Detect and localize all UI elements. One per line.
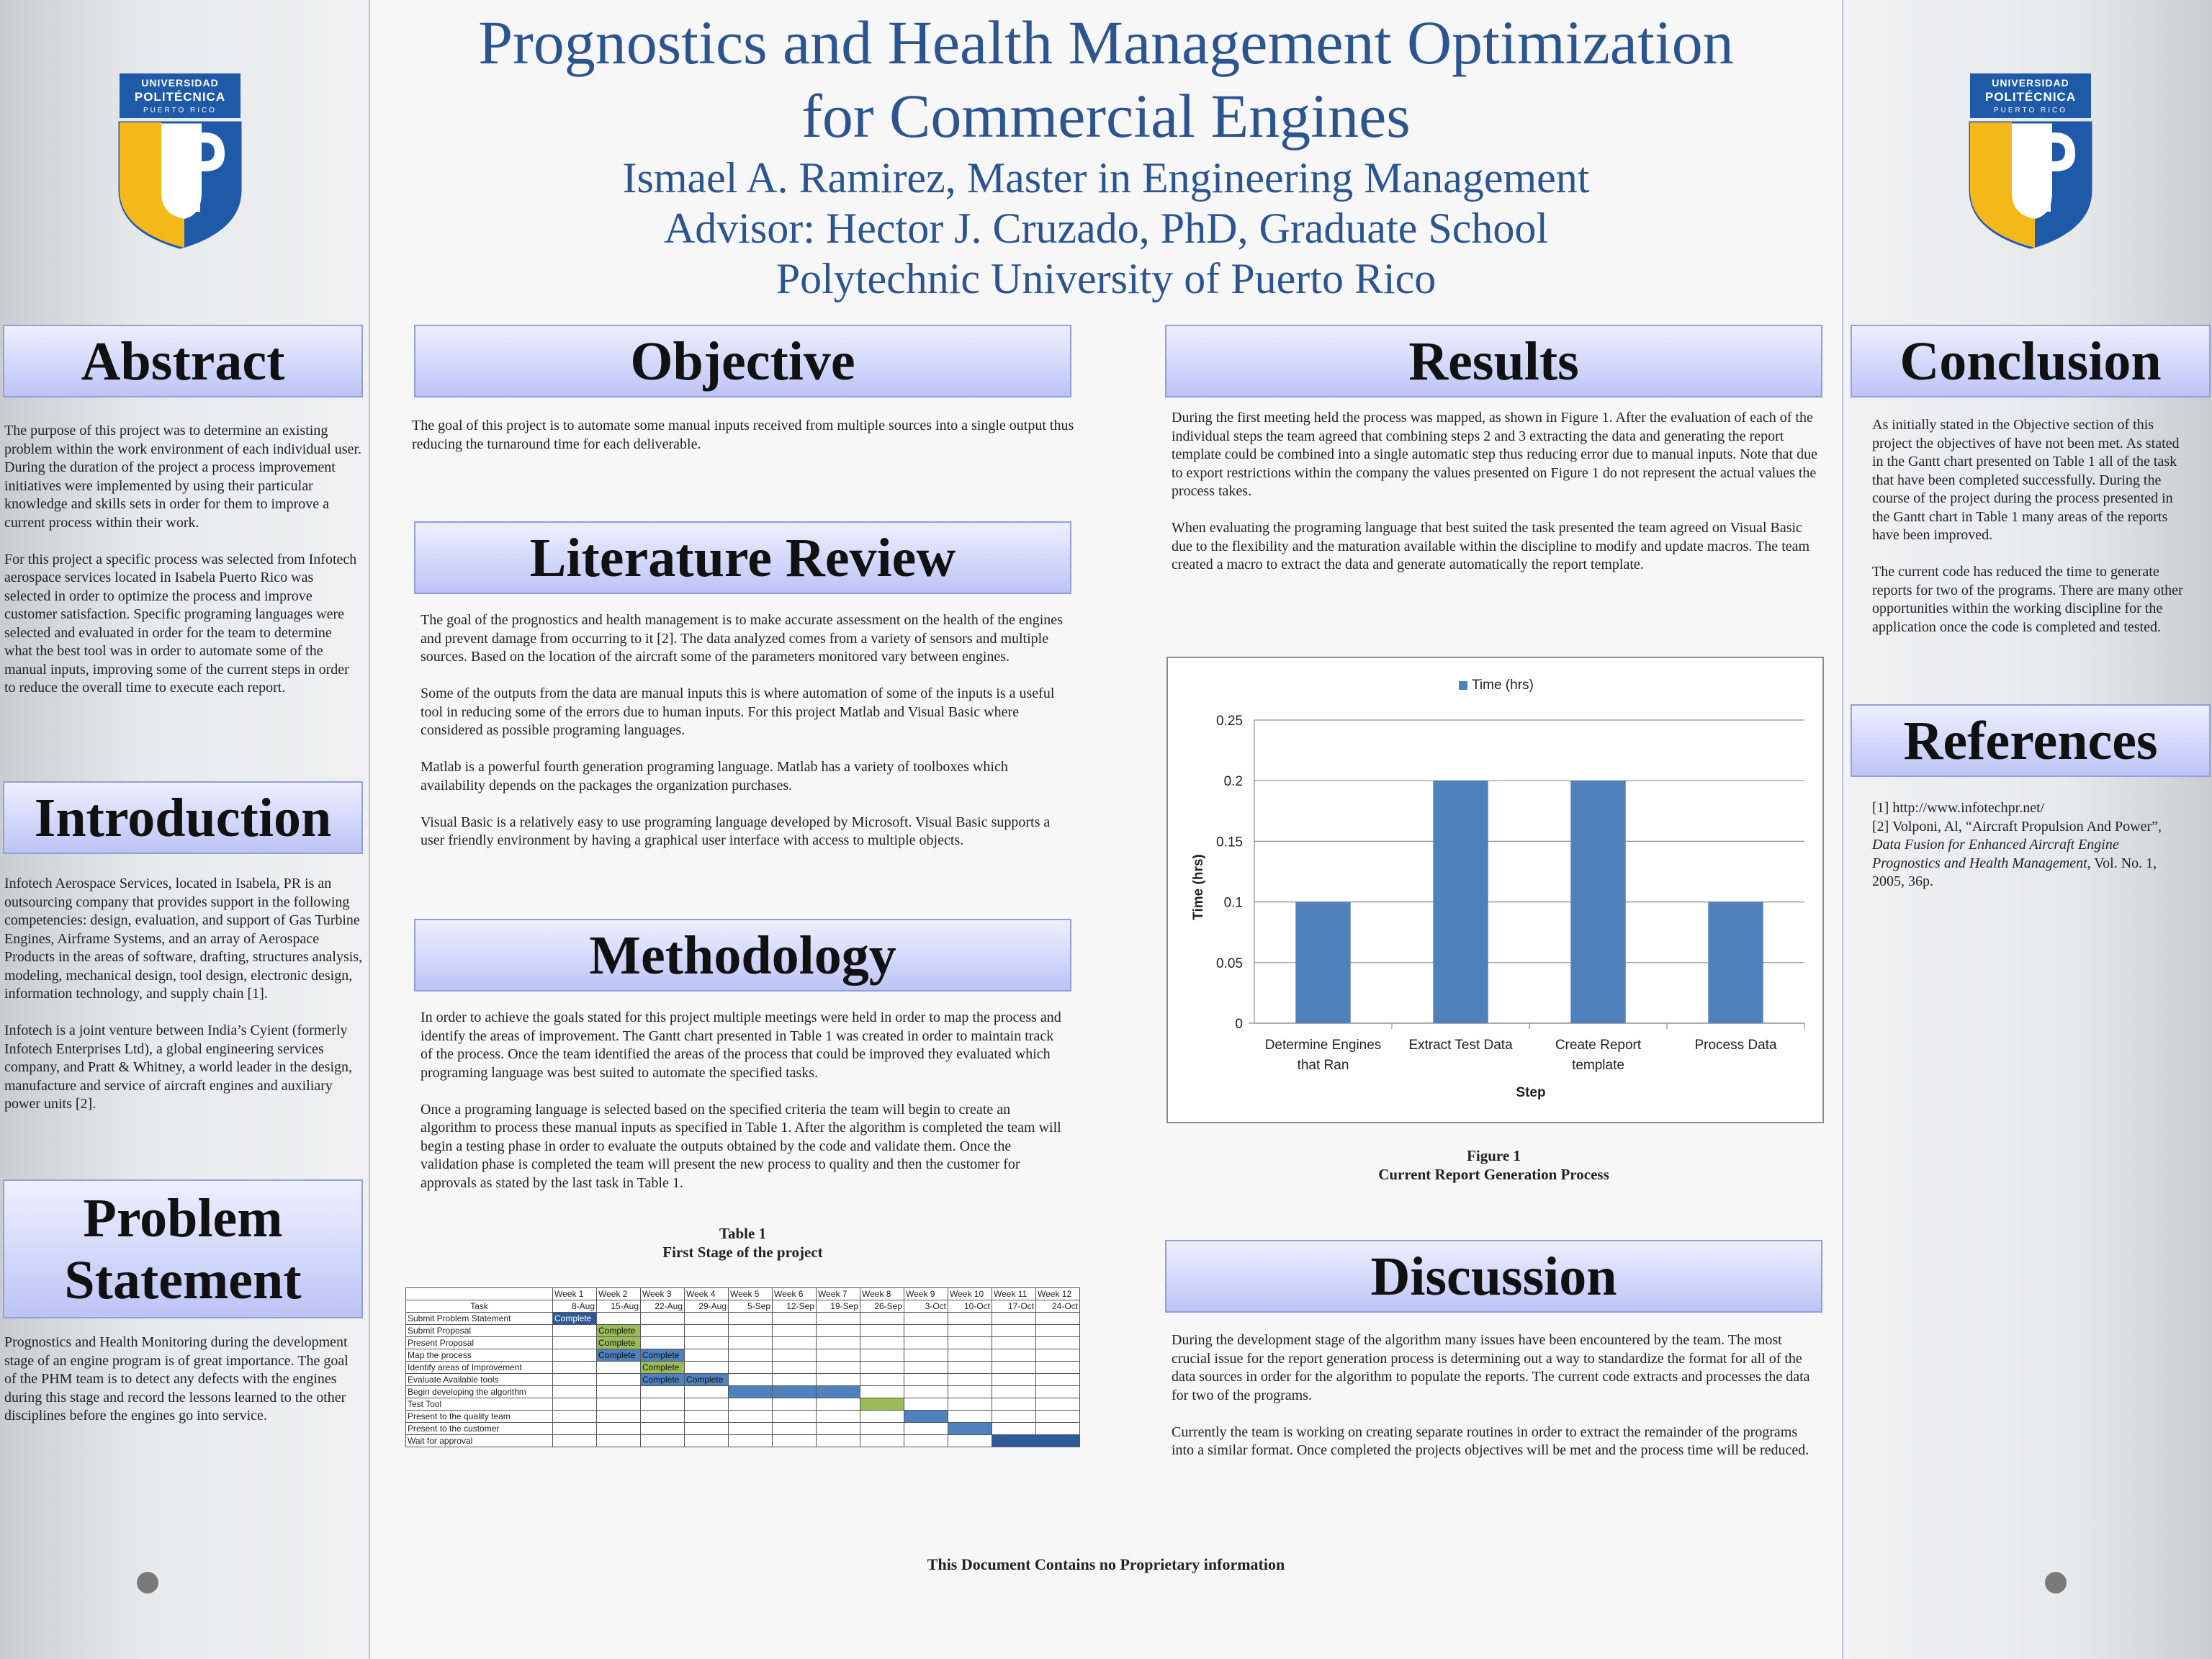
gantt-cell-planned (948, 1423, 992, 1435)
chart-legend-label: Time (hrs) (1472, 678, 1534, 693)
gantt-cell (1036, 1386, 1080, 1398)
gantt-cell (948, 1313, 992, 1325)
chart-y-tick-label: 0.15 (1216, 835, 1243, 850)
logo-text-line3: PUERTO RICO (143, 107, 217, 114)
gantt-row (406, 1423, 1080, 1435)
gantt-cell (729, 1349, 773, 1362)
gantt-week: Week 4 (685, 1288, 729, 1300)
gantt-cell (729, 1337, 773, 1349)
gantt-cell (773, 1349, 817, 1362)
chart-svg (1168, 658, 1822, 1122)
gantt-cell (904, 1386, 948, 1398)
gantt-cell (948, 1349, 992, 1362)
gantt-cell (860, 1337, 904, 1349)
gantt-cell (553, 1325, 597, 1337)
gantt-cell (553, 1386, 597, 1398)
gantt-cell (729, 1423, 773, 1435)
gantt-cell (553, 1362, 597, 1374)
gantt-cell (904, 1398, 948, 1411)
gantt-task-label: Evaluate Available tools (406, 1374, 553, 1386)
gantt-cell (597, 1411, 641, 1423)
gantt-cell (860, 1362, 904, 1374)
gantt-cell (1036, 1423, 1080, 1435)
gantt-cell-planned (904, 1411, 948, 1423)
gantt-cell (553, 1337, 597, 1349)
gantt-cell (597, 1374, 641, 1386)
gantt-cell (904, 1325, 948, 1337)
abstract-body (4, 422, 363, 698)
gantt-cell (860, 1374, 904, 1386)
gantt-cell (904, 1349, 948, 1362)
gantt-cell (773, 1435, 817, 1447)
chart-x-axis-label: Step (1516, 1085, 1546, 1100)
gantt-header-dates (406, 1300, 1080, 1313)
methodology-body (421, 1009, 1069, 1192)
abstract-paragraph-1: The purpose of this project was to determine an existing problem within the work environment of each individual user. During the duration of the project a process improvement initiatives were implemented by using their particular knowledge and skills sets in order for them to improve a current process within their work. (4, 423, 361, 531)
chart-x-tick-label-line: Process Data (1694, 1038, 1777, 1053)
gantt-task-label: Map the process (406, 1349, 553, 1362)
reference-2-suffix: , Vol. No. 1, 2005, 36p. (1872, 855, 2157, 889)
chart-x-tick-label (1265, 1038, 1382, 1073)
author-line: Ismael A. Ramirez, Master in Engineering Management (622, 154, 1590, 202)
gantt-row (406, 1374, 1080, 1386)
objective-body (412, 417, 1074, 454)
gantt-cell-planned (729, 1386, 773, 1398)
gantt-cell (817, 1362, 860, 1374)
gantt-row (406, 1411, 1080, 1423)
gantt-cell (685, 1386, 729, 1398)
university-logo-right (1966, 71, 2095, 251)
gantt-cell (817, 1435, 860, 1447)
gantt-cell (641, 1386, 685, 1398)
gantt-task-header: Task (406, 1300, 553, 1313)
reference-2-prefix: [2] Volponi, Al, “Aircraft Propulsion And Power”, (1872, 818, 2162, 835)
gantt-cell (817, 1374, 860, 1386)
gantt-table (405, 1287, 1080, 1447)
logo-text-line3: PUERTO RICO (1993, 107, 2068, 114)
gantt-week: Week 6 (773, 1288, 817, 1300)
gantt-row (406, 1386, 1080, 1398)
gantt-cell (597, 1313, 641, 1325)
gantt-cell-complete: Complete (553, 1313, 597, 1325)
gantt-task-label: Present to the customer (406, 1423, 553, 1435)
gantt-cell (948, 1362, 992, 1374)
gantt-cell (992, 1374, 1036, 1386)
gantt-cell (641, 1423, 685, 1435)
gantt-row (406, 1435, 1080, 1447)
objective-paragraph-1: The goal of this project is to automate some manual inputs received from multiple sources into a single output thus reducing the turnaround time for each deliverable. (412, 418, 1074, 452)
gantt-cell-planned (817, 1386, 860, 1398)
gantt-task-label: Present Proposal (406, 1337, 553, 1349)
gantt-cell (1036, 1349, 1080, 1362)
gantt-cell (948, 1411, 992, 1423)
gantt-cell (641, 1398, 685, 1411)
gantt-cell (553, 1411, 597, 1423)
gantt-cell (860, 1411, 904, 1423)
gantt-cell (729, 1325, 773, 1337)
gantt-cell (860, 1435, 904, 1447)
gantt-cell (553, 1349, 597, 1362)
gantt-cell (685, 1398, 729, 1411)
gantt-cell-complete: Complete (641, 1349, 685, 1362)
problem-heading-line1: Problem (83, 1187, 283, 1249)
figure-caption-line1: Figure 1 (1467, 1147, 1521, 1164)
gantt-cell (904, 1435, 948, 1447)
gantt-date: 19-Sep (817, 1300, 860, 1313)
chart-x-tick-label-line: that Ran (1297, 1058, 1349, 1073)
introduction-paragraph-2: Infotech is a joint venture between India’s Cyient (formerly Infotech Enterprises Ltd), a global engineering services company, and Pratt & Whitney, a world leader in the design, manufacture and service of aircraft engines and auxiliary power units [2]. (4, 1022, 353, 1112)
legend-swatch (1459, 681, 1467, 690)
gantt-cell (817, 1349, 860, 1362)
gantt-cell (685, 1313, 729, 1325)
gantt-cell (948, 1435, 992, 1447)
gantt-cell-complete: Complete (597, 1337, 641, 1349)
gantt-cell (948, 1325, 992, 1337)
gantt-cell (685, 1337, 729, 1349)
chart-x-tick-label-line: Determine Engines (1264, 1038, 1382, 1053)
gantt-cell (729, 1313, 773, 1325)
gantt-cell (992, 1398, 1036, 1411)
gantt-cell (860, 1325, 904, 1337)
gantt-cell (729, 1435, 773, 1447)
gantt-cell (685, 1362, 729, 1374)
gantt-cell (860, 1313, 904, 1325)
gantt-cell (553, 1435, 597, 1447)
gantt-task-label: Test Tool (406, 1398, 553, 1411)
gantt-cell (948, 1386, 992, 1398)
chart-y-tick-label: 0 (1235, 1017, 1243, 1032)
gantt-cell (1036, 1411, 1080, 1423)
gantt-cell (992, 1411, 1036, 1423)
poster-title: Prognostics and Health Management Optimization for Commercial Engines (478, 8, 1734, 150)
gantt-cell-complete: Complete (685, 1374, 729, 1386)
gantt-cell (904, 1362, 948, 1374)
conclusion-body (1872, 416, 2193, 637)
gantt-cell (641, 1313, 685, 1325)
references-body (1872, 799, 2189, 891)
gantt-row (406, 1362, 1080, 1374)
gantt-week: Week 1 (553, 1288, 597, 1300)
gantt-cell-planned (860, 1398, 904, 1411)
results-paragraph-2: When evaluating the programing language that best suited the task presented the team agreed on Visual Basic due to the flexibility and the maturation available within the discipline to modify and update macros. The team created a macro to extract the data and generate automatically the report template. (1172, 520, 1810, 572)
chart-y-tick-label: 0.1 (1223, 895, 1243, 911)
gantt-week: Week 12 (1036, 1288, 1080, 1300)
literature-paragraph-2: Some of the outputs from the data are manual inputs this is where automation of some of the inputs is a useful tool in reducing some of the errors due to human inputs. For this project Matlab and Visual Basic where considered as possible programing languages. (421, 685, 1055, 738)
introduction-heading: Introduction (3, 781, 363, 854)
gantt-cell (992, 1349, 1036, 1362)
gantt-date: 17-Oct (992, 1300, 1036, 1313)
discussion-body (1172, 1331, 1820, 1460)
gantt-cell (729, 1374, 773, 1386)
gantt-cell-planned (1036, 1435, 1080, 1447)
gantt-cell (773, 1374, 817, 1386)
gantt-cell (817, 1423, 860, 1435)
literature-paragraph-4: Visual Basic is a relatively easy to use programing language developed by Microsoft. Visual Basic supports a user friendly environment by having a graphical user interface with access to multiple objects. (421, 814, 1051, 848)
logo-text-line2: POLITÉCNICA (1984, 90, 2077, 104)
methodology-paragraph-2: Once a programing language is selected based on the specified criteria the team will begin to create an algorithm to process these manual inputs as specified in Table 1. After the algorithm is completed the team will begin a testing phase in order to evaluate the outputs obtained by the code and validate them. Once the validation phase is completed the team will present the new process to quality and then the customer for approvals as stated by the last task in Table 1. (421, 1101, 1061, 1191)
gantt-cell (729, 1398, 773, 1411)
gantt-cell (685, 1325, 729, 1337)
gantt-date: 10-Oct (948, 1300, 992, 1313)
methodology-paragraph-1: In order to achieve the goals stated for this project multiple meetings were held in order to map the process and identify the areas of improvement. The Gantt chart presented in Table 1 was created in order to maintain track of the process. Once the team identified the areas of the process that could be improved they evaluated which programing language was best suited to automate the specified tasks. (421, 1010, 1061, 1081)
gantt-cell (553, 1374, 597, 1386)
gantt-date: 22-Aug (641, 1300, 685, 1313)
gantt-cell (641, 1435, 685, 1447)
literature-review-heading: Literature Review (414, 521, 1071, 594)
gantt-task-label: Submit Proposal (406, 1325, 553, 1337)
chart-y-tick-label: 0.25 (1216, 714, 1243, 729)
logo-text-line2: POLITÉCNICA (134, 90, 226, 104)
gantt-cell (773, 1337, 817, 1349)
footer-notice: This Document Contains no Proprietary information (927, 1555, 1285, 1573)
results-bar-chart (1166, 657, 1824, 1123)
gantt-cell (773, 1362, 817, 1374)
figure-caption (1165, 1146, 1822, 1184)
gantt-cell (904, 1337, 948, 1349)
gantt-cell (992, 1423, 1036, 1435)
gantt-row (406, 1398, 1080, 1411)
gantt-date: 12-Sep (773, 1300, 817, 1313)
decorative-dot-left (137, 1572, 158, 1593)
gantt-cell (904, 1423, 948, 1435)
gantt-cell (1036, 1362, 1080, 1374)
decorative-dot-right (2045, 1572, 2067, 1593)
objective-heading: Objective (414, 325, 1071, 397)
chart-x-tick-label (1694, 1038, 1776, 1053)
discussion-heading: Discussion (1165, 1240, 1822, 1313)
gantt-corner (406, 1288, 553, 1300)
gantt-cell (992, 1337, 1036, 1349)
chart-bar (1570, 781, 1625, 1023)
reference-1: [1] http://www.infotechpr.net/ (1872, 800, 2045, 816)
gantt-task-label: Present to the quality team (406, 1411, 553, 1423)
conclusion-paragraph-1: As initially stated in the Objective section of this project the objectives of have not been met. As stated in the Gantt chart presented on Table 1 all of the task that have been completed successfully. During the course of the project during the process presented in the Gantt chart in Table 1 many areas of the reports have been improved. (1872, 417, 2180, 543)
gantt-cell (597, 1435, 641, 1447)
gantt-header-weeks (406, 1288, 1080, 1300)
gantt-cell (817, 1313, 860, 1325)
gantt-week: Week 11 (992, 1288, 1036, 1300)
abstract-paragraph-2: For this project a specific process was selected from Infotech aerospace services located in Isabela Puerto Rico was selected in order to optimize the process and improve customer satisfaction. Specific programing languages were selected and evaluated in order for the team to determine what the best tool was in order to automate some of the manual inputs, improving some of the current steps in order to reduce the overall time to execute each report. (4, 551, 357, 696)
gantt-week: Week 9 (904, 1288, 948, 1300)
chart-bar (1708, 902, 1763, 1023)
gantt-cell-planned (992, 1435, 1036, 1447)
gantt-row (406, 1313, 1080, 1325)
gantt-cell (597, 1423, 641, 1435)
problem-paragraph-1: Prognostics and Health Monitoring during the development stage of an engine program is of great importance. The goal of the PHM team is to detect any defects with the engines during this stage and record the lessons learned to the other disciplines before the engines go into service. (4, 1334, 349, 1424)
gantt-cell (860, 1349, 904, 1362)
chart-x-tick-label-line: Create Report (1555, 1038, 1642, 1053)
gantt-cell (948, 1337, 992, 1349)
abstract-heading: Abstract (3, 325, 363, 397)
references-heading: References (1851, 704, 2211, 777)
gantt-week: Week 8 (860, 1288, 904, 1300)
literature-review-body (421, 611, 1069, 850)
table-caption-line2: First Stage of the project (662, 1244, 823, 1261)
table-caption (414, 1224, 1071, 1262)
results-paragraph-1: During the first meeting held the process was mapped, as shown in Figure 1. After the evaluation of each of the individual steps the team agreed that combining steps 2 and 3 extracting the data and generating the report template could be combined into a single automatic step thus reducing error due to manual inputs. Note that due to export restrictions within the company the values presented on Figure 1 do not represent the actual values the process takes. (1172, 410, 1817, 499)
gantt-cell (641, 1337, 685, 1349)
gantt-cell (597, 1362, 641, 1374)
gantt-cell (992, 1313, 1036, 1325)
introduction-body (4, 875, 363, 1114)
figure-caption-line2: Current Report Generation Process (1378, 1166, 1609, 1183)
gantt-date: 24-Oct (1036, 1300, 1080, 1313)
gantt-cell-complete: Complete (641, 1362, 685, 1374)
gantt-date: 15-Aug (597, 1300, 641, 1313)
chart-x-ticks (1265, 1038, 1777, 1073)
introduction-paragraph-1: Infotech Aerospace Services, located in Isabela, PR is an outsourcing company that provides support in the following competencies: design, evaluation, and support of Gas Turbine Engines, Airframe Systems, and an array of Aerospace Products in the areas of software, drafting, structures analysis, modeling, mechanical design, tool design, electronic design, information technology, and supply chain [1]. (4, 876, 363, 1002)
chart-x-tick-label-line: template (1572, 1058, 1624, 1073)
gantt-cell (597, 1386, 641, 1398)
gantt-cell (773, 1411, 817, 1423)
gantt-date: 26-Sep (860, 1300, 904, 1313)
chart-x-tick-label (1408, 1038, 1513, 1053)
gantt-date: 5-Sep (729, 1300, 773, 1313)
gantt-date: 8-Aug (553, 1300, 597, 1313)
gantt-cell (729, 1362, 773, 1374)
gantt-cell-complete: Complete (641, 1374, 685, 1386)
gantt-cell (1036, 1313, 1080, 1325)
gantt-cell (685, 1435, 729, 1447)
gantt-cell (817, 1411, 860, 1423)
gantt-cell (904, 1313, 948, 1325)
gantt-row (406, 1337, 1080, 1349)
logo-text-line1: UNIVERSIDAD (1992, 77, 2069, 89)
literature-paragraph-1: The goal of the prognostics and health management is to make accurate assessment on the health of the engines and prevent damage from occurring to it [2]. The data analyzed comes from a variety of sensors and multiple sources. Based on the location of the aircraft some of the parameters monitored vary between engines. (421, 612, 1063, 665)
chart-bar (1433, 781, 1488, 1023)
gantt-cell (773, 1313, 817, 1325)
problem-heading-line2: Statement (64, 1249, 302, 1310)
gantt-task-label: Identify areas of Improvement (406, 1362, 553, 1374)
advisor-line: Advisor: Hector J. Cruzado, PhD, Graduate School (663, 204, 1549, 252)
chart-y-axis-label: Time (hrs) (1191, 854, 1206, 920)
gantt-cell (597, 1398, 641, 1411)
gantt-cell-complete: Complete (597, 1349, 641, 1362)
gantt-cell (1036, 1398, 1080, 1411)
gantt-week: Week 5 (729, 1288, 773, 1300)
logo-text-line1: UNIVERSIDAD (141, 77, 219, 89)
gantt-cell (817, 1337, 860, 1349)
gantt-cell (1036, 1337, 1080, 1349)
gantt-cell (1036, 1325, 1080, 1337)
literature-paragraph-3: Matlab is a powerful fourth generation programing language. Matlab has a variety of toolboxes which availability depends on the packages the organization purchases. (421, 759, 1008, 793)
problem-statement-body (4, 1334, 363, 1426)
gantt-cell (1036, 1374, 1080, 1386)
gantt-cell (773, 1325, 817, 1337)
gantt-cell (992, 1362, 1036, 1374)
gantt-cell (948, 1374, 992, 1386)
gantt-cell (992, 1325, 1036, 1337)
reference-2-title: Data Fusion for Enhanced Aircraft Engine Prognostics and Health Management (1872, 837, 2119, 871)
gantt-task-label: Wait for approval (406, 1435, 553, 1447)
conclusion-paragraph-2: The current code has reduced the time to generate reports for two of the programs. There are many other opportunities within the working discipline for the application once the code is completed and tested. (1872, 564, 2183, 635)
results-heading: Results (1165, 325, 1822, 397)
chart-y-tick-label: 0.2 (1223, 774, 1243, 790)
university-logo-left (115, 71, 245, 251)
gantt-task-label: Submit Problem Statement (406, 1313, 553, 1325)
gantt-cell (729, 1411, 773, 1423)
chart-x-tick-label-line: Extract Test Data (1408, 1038, 1513, 1053)
gantt-cell (948, 1398, 992, 1411)
gantt-cell (860, 1423, 904, 1435)
gantt-cell (685, 1349, 729, 1362)
gantt-cell (904, 1374, 948, 1386)
gantt-cell (685, 1423, 729, 1435)
chart-x-tick-label (1555, 1038, 1642, 1073)
gantt-row (406, 1349, 1080, 1362)
gantt-cell-complete: Complete (597, 1325, 641, 1337)
gantt-week: Week 2 (597, 1288, 641, 1300)
gantt-cell (992, 1386, 1036, 1398)
table-caption-line1: Table 1 (719, 1225, 767, 1242)
gantt-week: Week 10 (948, 1288, 992, 1300)
gantt-row (406, 1325, 1080, 1337)
problem-statement-heading (3, 1179, 363, 1318)
gantt-week: Week 3 (641, 1288, 685, 1300)
discussion-paragraph-2: Currently the team is working on creating separate routines in order to extract the remainder of the programs into a similar format. Once completed the projects objectives will be met and the process time will be reduced. (1172, 1424, 1809, 1458)
reference-2 (1872, 818, 2189, 891)
institution-line: Polytechnic University of Puerto Rico (775, 255, 1437, 302)
gantt-date: 3-Oct (904, 1300, 948, 1313)
conclusion-heading: Conclusion (1851, 325, 2211, 397)
gantt-cell (553, 1398, 597, 1411)
gantt-week: Week 7 (817, 1288, 860, 1300)
chart-bar (1295, 902, 1350, 1023)
gantt-cell-planned (773, 1386, 817, 1398)
gantt-cell (817, 1398, 860, 1411)
gantt-cell (641, 1411, 685, 1423)
results-body (1172, 409, 1820, 575)
gantt-task-label: Begin developing the algorithm (406, 1386, 553, 1398)
gantt-cell (553, 1423, 597, 1435)
methodology-heading: Methodology (414, 919, 1071, 992)
chart-y-ticks (1216, 714, 1243, 1032)
gantt-cell (773, 1423, 817, 1435)
discussion-paragraph-1: During the development stage of the algorithm many issues have been encountered by the team. The most crucial issue for the report generation process is determining out a way to standardize the format for all of the data sources in order for the algorithm to populate the reports. The current code extracts and processes the data for two of the programs. (1172, 1332, 1810, 1403)
chart-y-tick-label: 0.05 (1216, 956, 1243, 971)
gantt-cell (817, 1325, 860, 1337)
gantt-cell (641, 1325, 685, 1337)
gantt-cell (685, 1411, 729, 1423)
gantt-date: 29-Aug (685, 1300, 729, 1313)
gantt-cell (860, 1386, 904, 1398)
gantt-cell (773, 1398, 817, 1411)
